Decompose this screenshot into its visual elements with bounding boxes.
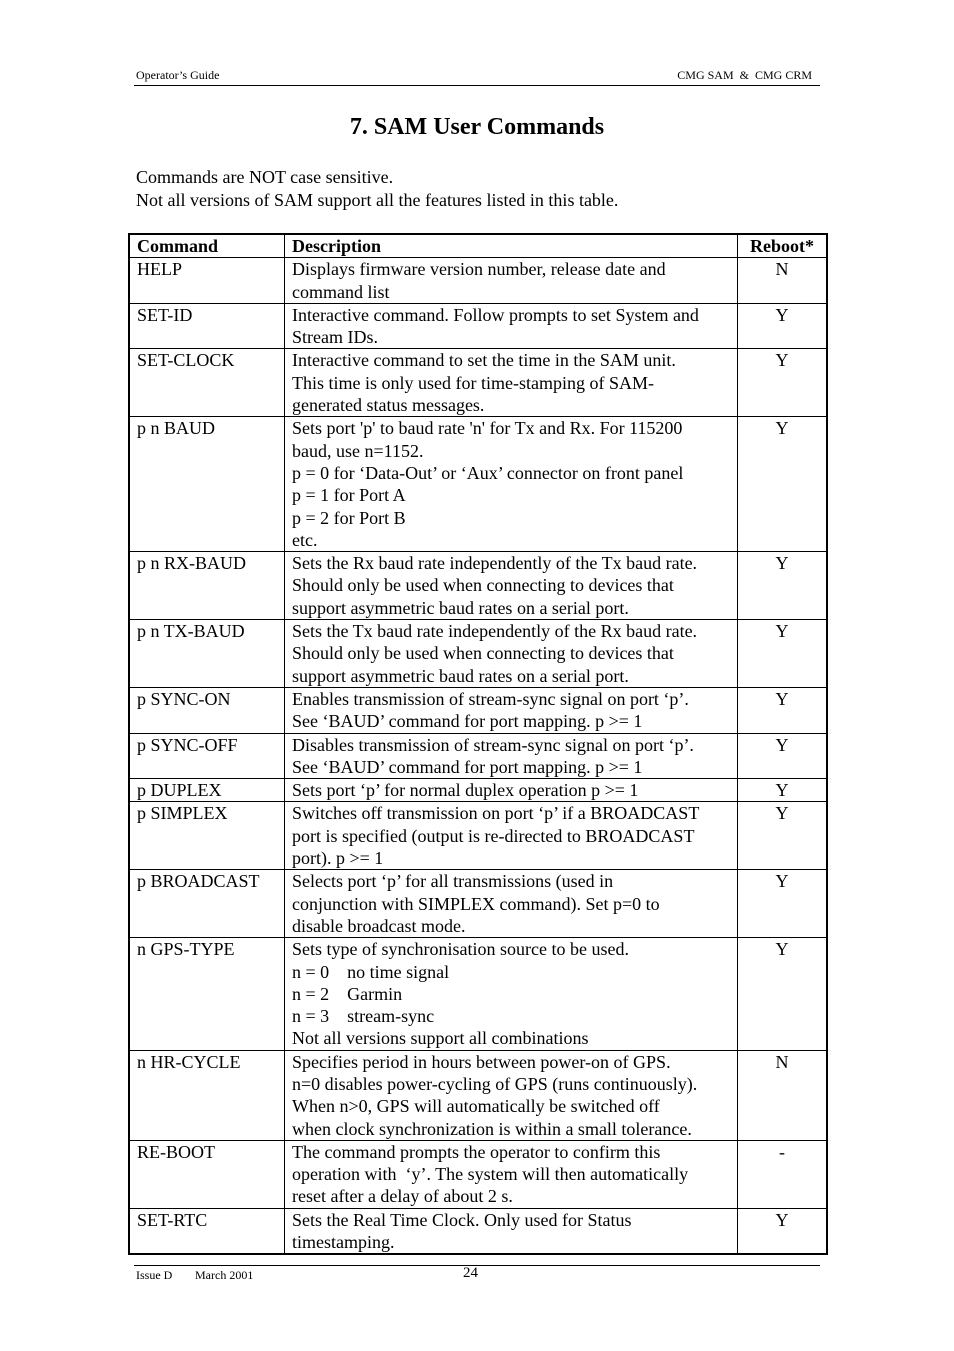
description-line: Interactive command to set the time in the SAM unit. <box>292 350 676 371</box>
description-line: n = 3 stream-sync <box>292 1006 435 1027</box>
table-row <box>129 733 827 779</box>
command-cell: SET-ID <box>129 303 285 349</box>
description-line: operation with ‘y’. The system will then automatically <box>292 1164 689 1185</box>
table-row <box>129 258 827 304</box>
reboot-cell: Y <box>738 620 828 688</box>
description-line: timestamping. <box>292 1232 395 1253</box>
description-line: Stream IDs. <box>292 327 378 348</box>
description-line: Should only be used when connecting to devices that <box>292 643 674 664</box>
reboot-cell: Y <box>738 349 828 417</box>
reboot-cell: Y <box>738 802 828 870</box>
command-cell: p BROADCAST <box>129 870 285 938</box>
header-rule <box>134 85 820 86</box>
description-line: See ‘BAUD’ command for port mapping. p >= 1 <box>292 711 643 732</box>
table-row <box>129 1140 827 1208</box>
description-cell <box>285 733 738 779</box>
description-line: Switches off transmission on port ‘p’ if a BROADCAST <box>292 803 700 824</box>
command-cell: p n TX-BAUD <box>129 620 285 688</box>
header-right-text: CMG SAM & CMG CRM <box>677 68 812 82</box>
reboot-cell: N <box>738 258 828 304</box>
command-cell: p n RX-BAUD <box>129 552 285 620</box>
description-line: port). p >= 1 <box>292 848 384 869</box>
description-line: Should only be used when connecting to devices that <box>292 575 674 596</box>
command-cell: HELP <box>129 258 285 304</box>
command-cell: n HR-CYCLE <box>129 1050 285 1140</box>
reboot-cell: Y <box>738 779 828 802</box>
table-row <box>129 620 827 688</box>
description-cell <box>285 870 738 938</box>
table-row <box>129 870 827 938</box>
reboot-cell: - <box>738 1140 828 1208</box>
description-line: Specifies period in hours between power-on of GPS. <box>292 1051 671 1072</box>
footer-issue: Issue D <box>136 1268 173 1282</box>
description-cell <box>285 303 738 349</box>
footer-date: March 2001 <box>195 1268 254 1282</box>
description-line: Sets type of synchronisation source to be used. <box>292 939 629 960</box>
description-cell <box>285 687 738 733</box>
command-cell: n GPS-TYPE <box>129 938 285 1050</box>
intro-line: Not all versions of SAM support all the features listed in this table. <box>136 190 619 210</box>
intro-line: Commands are NOT case sensitive. <box>136 167 394 187</box>
description-line: etc. <box>292 529 318 550</box>
description-cell <box>285 620 738 688</box>
description-line: Sets the Rx baud rate independently of the Tx baud rate. <box>292 553 698 574</box>
description-line: Sets port 'p' to baud rate 'n' for Tx and Rx. For 115200 <box>292 418 683 439</box>
description-line: n = 2 Garmin <box>292 983 403 1004</box>
description-line: Enables transmission of stream-sync signal on port ‘p’. <box>292 688 689 709</box>
table-row <box>129 779 827 802</box>
description-cell <box>285 417 738 552</box>
description-line: n = 0 no time signal <box>292 961 450 982</box>
description-cell <box>285 552 738 620</box>
page-number: 24 <box>463 1265 478 1281</box>
description-cell <box>285 802 738 870</box>
table-body <box>129 258 827 1255</box>
command-cell: p DUPLEX <box>129 779 285 802</box>
description-line: p = 2 for Port B <box>292 507 406 528</box>
description-cell <box>285 1050 738 1140</box>
intro-text <box>136 166 618 212</box>
description-line: Displays firmware version number, release date and <box>292 259 666 280</box>
description-line: port is specified (output is re-directed to BROADCAST <box>292 825 695 846</box>
command-cell: p SYNC-OFF <box>129 733 285 779</box>
description-line: Sets the Real Time Clock. Only used for Status <box>292 1209 632 1230</box>
description-line: reset after a delay of about 2 s. <box>292 1186 513 1207</box>
description-line: Not all versions support all combinations <box>292 1028 589 1049</box>
description-cell <box>285 258 738 304</box>
description-line: n=0 disables power-cycling of GPS (runs continuously). <box>292 1073 698 1094</box>
table-row <box>129 802 827 870</box>
description-cell <box>285 1208 738 1254</box>
table-row <box>129 1050 827 1140</box>
description-line: When n>0, GPS will automatically be switched off <box>292 1096 660 1117</box>
description-line: Sets port ‘p’ for normal duplex operation p >= 1 <box>292 780 639 801</box>
description-line: conjunction with SIMPLEX command). Set p=0 to <box>292 893 660 914</box>
command-cell: p SIMPLEX <box>129 802 285 870</box>
description-line: Selects port ‘p’ for all transmissions (used in <box>292 871 614 892</box>
reboot-cell: Y <box>738 733 828 779</box>
table-row <box>129 1208 827 1254</box>
table-row <box>129 687 827 733</box>
column-header-reboot: Reboot* <box>738 234 828 258</box>
description-line: generated status messages. <box>292 395 485 416</box>
description-line: The command prompts the operator to confirm this <box>292 1141 661 1162</box>
description-line: This time is only used for time-stamping of SAM- <box>292 372 654 393</box>
page-title: 7. SAM User Commands <box>349 114 605 140</box>
table-row <box>129 938 827 1050</box>
description-cell <box>285 938 738 1050</box>
description-cell <box>285 779 738 802</box>
column-header-description: Description <box>285 234 738 258</box>
description-line: Interactive command. Follow prompts to set System and <box>292 304 699 325</box>
command-cell: SET-CLOCK <box>129 349 285 417</box>
description-line: p = 0 for ‘Data-Out’ or ‘Aux’ connector on front panel <box>292 462 684 483</box>
command-cell: p SYNC-ON <box>129 687 285 733</box>
reboot-cell: N <box>738 1050 828 1140</box>
reboot-cell: Y <box>738 552 828 620</box>
description-line: Sets the Tx baud rate independently of the Rx baud rate. <box>292 621 698 642</box>
description-cell <box>285 349 738 417</box>
description-cell <box>285 1140 738 1208</box>
reboot-cell: Y <box>738 870 828 938</box>
reboot-cell: Y <box>738 1208 828 1254</box>
description-line: disable broadcast mode. <box>292 915 466 936</box>
table-row <box>129 303 827 349</box>
command-cell: RE-BOOT <box>129 1140 285 1208</box>
description-line: Disables transmission of stream-sync signal on port ‘p’. <box>292 734 694 755</box>
command-cell: p n BAUD <box>129 417 285 552</box>
table-row <box>129 417 827 552</box>
table-header-row <box>129 234 827 258</box>
reboot-cell: Y <box>738 687 828 733</box>
description-line: when clock synchronization is within a small tolerance. <box>292 1118 692 1139</box>
reboot-cell: Y <box>738 303 828 349</box>
commands-table <box>128 233 828 1255</box>
header-left-text: Operator’s Guide <box>136 68 220 82</box>
description-line: support asymmetric baud rates on a serial port. <box>292 597 629 618</box>
column-header-command: Command <box>129 234 285 258</box>
description-line: See ‘BAUD’ command for port mapping. p >= 1 <box>292 756 643 777</box>
reboot-cell: Y <box>738 417 828 552</box>
description-line: baud, use n=1152. <box>292 440 424 461</box>
table-row <box>129 552 827 620</box>
description-line: support asymmetric baud rates on a serial port. <box>292 665 629 686</box>
reboot-cell: Y <box>738 938 828 1050</box>
command-cell: SET-RTC <box>129 1208 285 1254</box>
description-line: command list <box>292 281 390 302</box>
table-row <box>129 349 827 417</box>
description-line: p = 1 for Port A <box>292 485 406 506</box>
